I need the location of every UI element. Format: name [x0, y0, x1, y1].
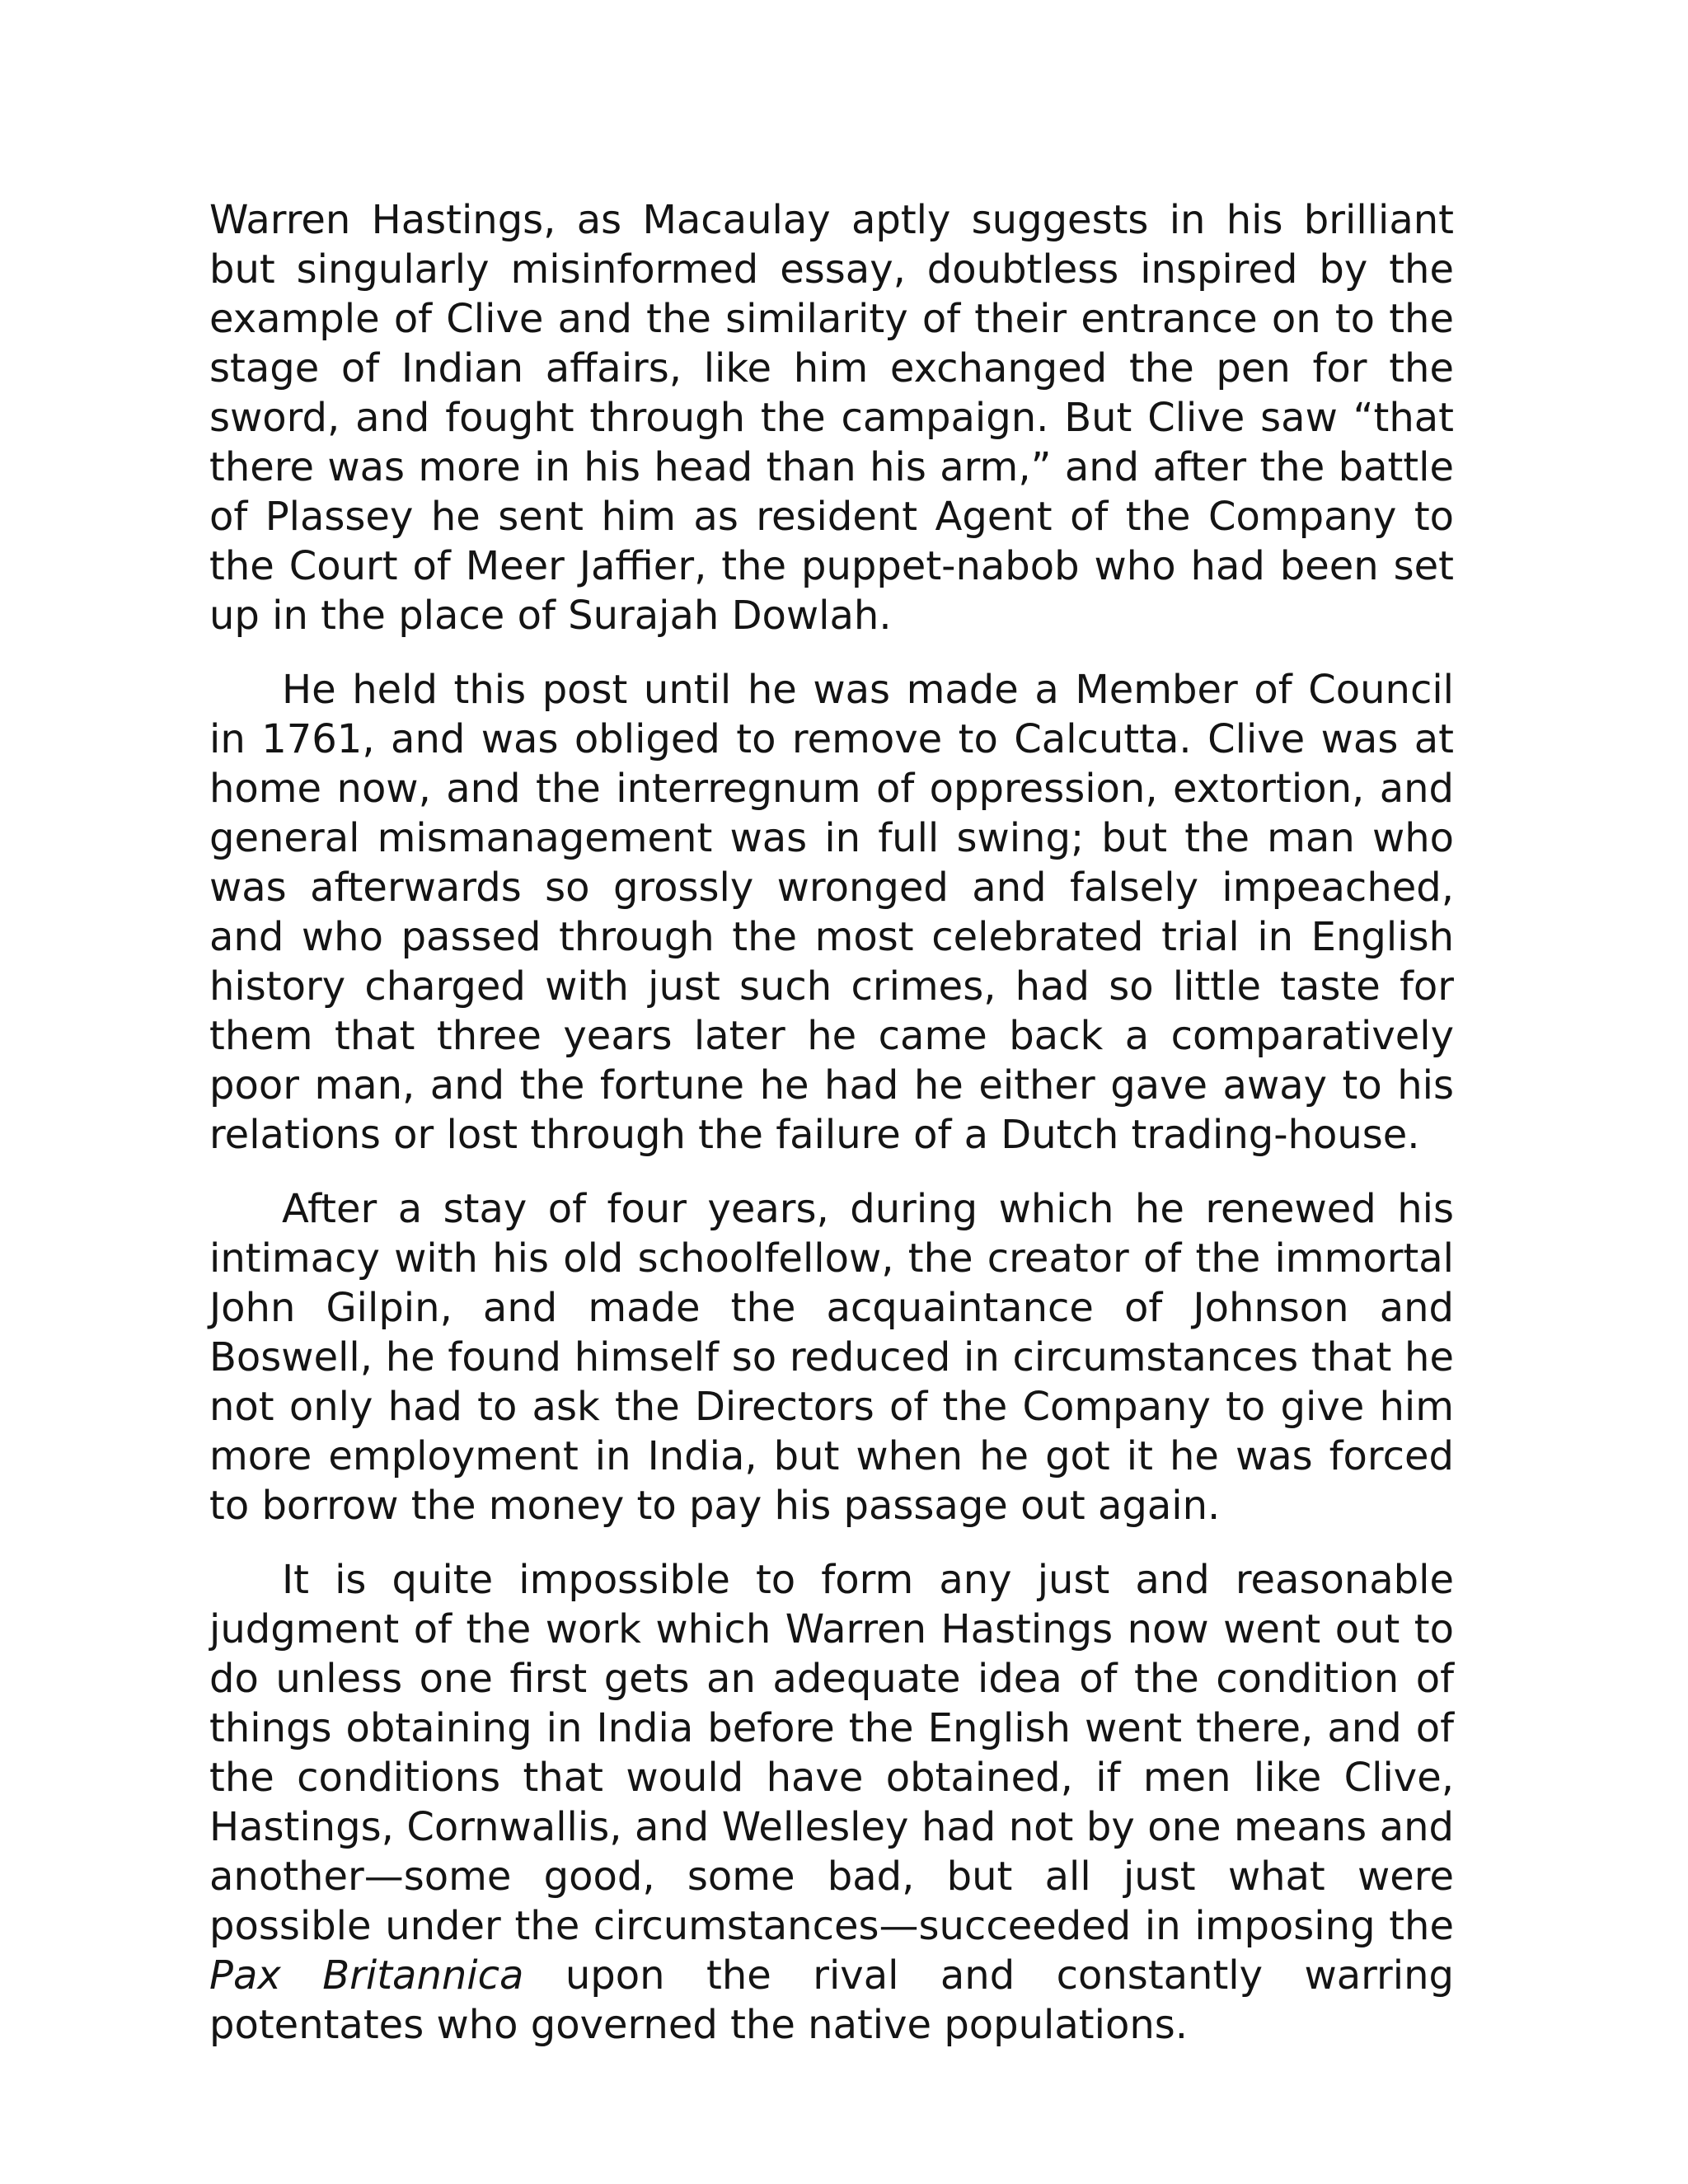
- paragraph-1: Warren Hastings, as Macaulay aptly suggests in his brilliant but singularly misinformed essay, doubtless inspired by the example of Clive and the similarity of their entrance on to the stage of Indian affairs, like him exchanged the pen for the sword, and fought through the campaign. But Clive saw “that there was more in his head than his arm,” and after the battle of Plassey he sent him as resident Agent of the Company to the Court of Meer Jaffier, the puppet-nabob who had been set up in the place of Surajah Dowlah.: [209, 197, 1454, 639]
- paragraph-2: He held this post until he was made a Member of Council in 1761, and was obliged to remove to Calcutta. Clive was at home now, and the interregnum of oppression, extortion, and general mismanagement was in full swing; but the man who was afterwards so grossly wronged and falsely impeached, and who passed through the most celebrated trial in English history charged with just such crimes, had so little taste for them that three years later he came back a comparatively poor man, and the fortune he had he either gave away to his relations or lost through the failure of a Dutch trading-house.: [209, 667, 1454, 1158]
- paragraph-4-text-before: It is quite impossible to form any just and reasonable judgment of the work which Warren Hastings now went out to do unless one first gets an adequate idea of the condition of things obtaining in India before the English went there, and of the conditions that would have obtained, if men like Clive, Hastings, Cornwallis, and Wellesley had not by one means and another—some good, some bad, but all just what were possible under the circumstances—succeeded in imposing the: [209, 1557, 1454, 1949]
- paragraph-4-text-after: upon the rival and constantly warring potentates who governed the native populations.: [209, 1952, 1454, 2048]
- paragraph-4-italic-phrase: Pax Britannica: [209, 1952, 524, 1999]
- page-body: [209, 195, 1454, 2074]
- paragraph-3: After a stay of four years, during which he renewed his intimacy with his old schoolfellow, the creator of the immortal John Gilpin, and made the acquaintance of Johnson and Boswell, he found himself so reduced in circumstances that he not only had to ask the Directors of the Company to give him more employment in India, but when he got it he was forced to borrow the money to pay his passage out again.: [209, 1186, 1454, 1529]
- paragraph-4: [209, 1555, 1454, 2050]
